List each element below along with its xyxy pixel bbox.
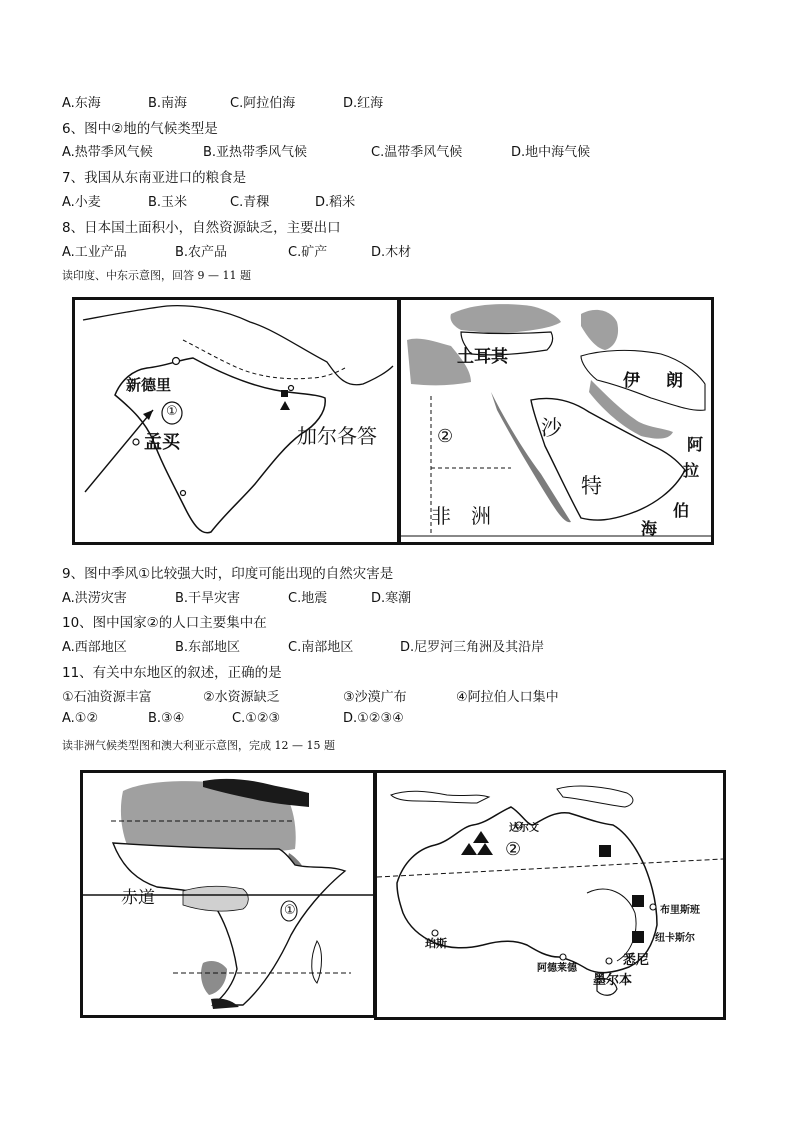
adelaide-label: 阿德莱德	[537, 963, 577, 974]
q11-option-c: C.①②③	[232, 711, 281, 726]
egypt-marker-2: ②	[437, 426, 454, 447]
q11-statement-1: ①石油资源丰富	[62, 690, 152, 705]
africa-label: 非 洲	[431, 504, 491, 528]
q6-option-d: D.地中海气候	[511, 145, 591, 160]
arabian-sea-label-4: 海	[641, 519, 658, 538]
q10-option-c: C.南部地区	[288, 640, 354, 655]
africa-marker-1: ①	[284, 903, 296, 918]
darwin-label: 达尔文	[509, 823, 539, 834]
newcastle-label: 纽卡斯尔	[655, 933, 695, 944]
q11-statement-2: ②水资源缺乏	[203, 690, 280, 705]
mumbai-label: 孟买	[144, 432, 180, 453]
q8-option-a: A.工业产品	[62, 245, 127, 260]
q10-option-d: D.尼罗河三角洲及其沿岸	[400, 640, 545, 655]
map1-instruction: 读印度、中东示意图，回答 9 — 11 题	[62, 269, 251, 282]
map2-instruction: 读非洲气候类型图和澳大利亚示意图，完成 12 — 15 题	[62, 739, 335, 752]
q7-question: 7、我国从东南亚进口的粮食是	[62, 170, 247, 186]
q10-option-a: A.西部地区	[62, 640, 127, 655]
q9-option-c: C.地震	[288, 591, 328, 606]
india-map	[72, 297, 400, 545]
iran-label-2: 朗	[666, 371, 683, 391]
turkey-label: 土耳其	[457, 347, 508, 367]
q9-option-d: D.寒潮	[371, 591, 412, 606]
q11-statement-4: ④阿拉伯人口集中	[456, 690, 559, 705]
melbourne-label: 墨尔本	[593, 973, 633, 988]
q6-question: 6、图中②地的气候类型是	[62, 121, 218, 137]
saudi-label-2: 特	[581, 474, 602, 498]
q11-option-d: D.①②③④	[343, 711, 404, 726]
equator-label: 赤道	[121, 888, 155, 908]
q11-question: 11、有关中东地区的叙述，正确的是	[62, 665, 282, 681]
q9-question: 9、图中季风①比较强大时，印度可能出现的自然灾害是	[62, 566, 394, 582]
q5-option-d: D.红海	[343, 96, 384, 111]
perth-label: 珀斯	[425, 937, 447, 950]
kolkata-label: 加尔各答	[297, 424, 377, 448]
arabian-sea-label-2: 拉	[683, 461, 700, 480]
q8-option-d: D.木材	[371, 245, 412, 260]
australia-map-drawing	[377, 773, 723, 1017]
q5-option-b: B.南海	[148, 96, 188, 111]
q5-option-a: A.东海	[62, 96, 101, 111]
q10-option-b: B.东部地区	[175, 640, 241, 655]
q9-option-a: A.洪涝灾害	[62, 591, 127, 606]
q8-option-b: B.农产品	[175, 245, 228, 260]
q11-option-a: A.①②	[62, 711, 99, 726]
brisbane-label: 布里斯班	[660, 905, 700, 916]
arabian-sea-label-3: 伯	[673, 501, 690, 520]
saudi-label-1: 沙	[541, 416, 562, 440]
arabian-sea-label-1: 阿	[687, 435, 704, 454]
q11-statement-3: ③沙漠广布	[343, 690, 407, 705]
q6-option-b: B.亚热带季风气候	[203, 145, 308, 160]
q9-option-b: B.干旱灾害	[175, 591, 241, 606]
australia-map	[374, 770, 726, 1020]
australia-marker-2: ②	[505, 839, 522, 860]
q8-question: 8、日本国土面积小，自然资源缺乏，主要出口	[62, 220, 341, 236]
q5-option-c: C.阿拉伯海	[230, 96, 296, 111]
sydney-label: 悉尼	[623, 953, 650, 968]
q6-option-a: A.热带季风气候	[62, 145, 153, 160]
q7-option-b: B.玉米	[148, 195, 188, 210]
q7-option-d: D.稻米	[315, 195, 356, 210]
africa-map	[80, 770, 376, 1018]
india-marker-1: ①	[166, 404, 178, 419]
q8-option-c: C.矿产	[288, 245, 328, 260]
q11-option-b: B.③④	[148, 711, 185, 726]
q7-option-c: C.青稞	[230, 195, 270, 210]
q10-question: 10、图中国家②的人口主要集中在	[62, 615, 267, 631]
q6-option-c: C.温带季风气候	[371, 145, 463, 160]
q7-option-a: A.小麦	[62, 195, 101, 210]
iran-label-1: 伊	[623, 371, 640, 391]
middle-east-map	[398, 297, 714, 545]
delhi-label: 新德里	[126, 376, 172, 394]
